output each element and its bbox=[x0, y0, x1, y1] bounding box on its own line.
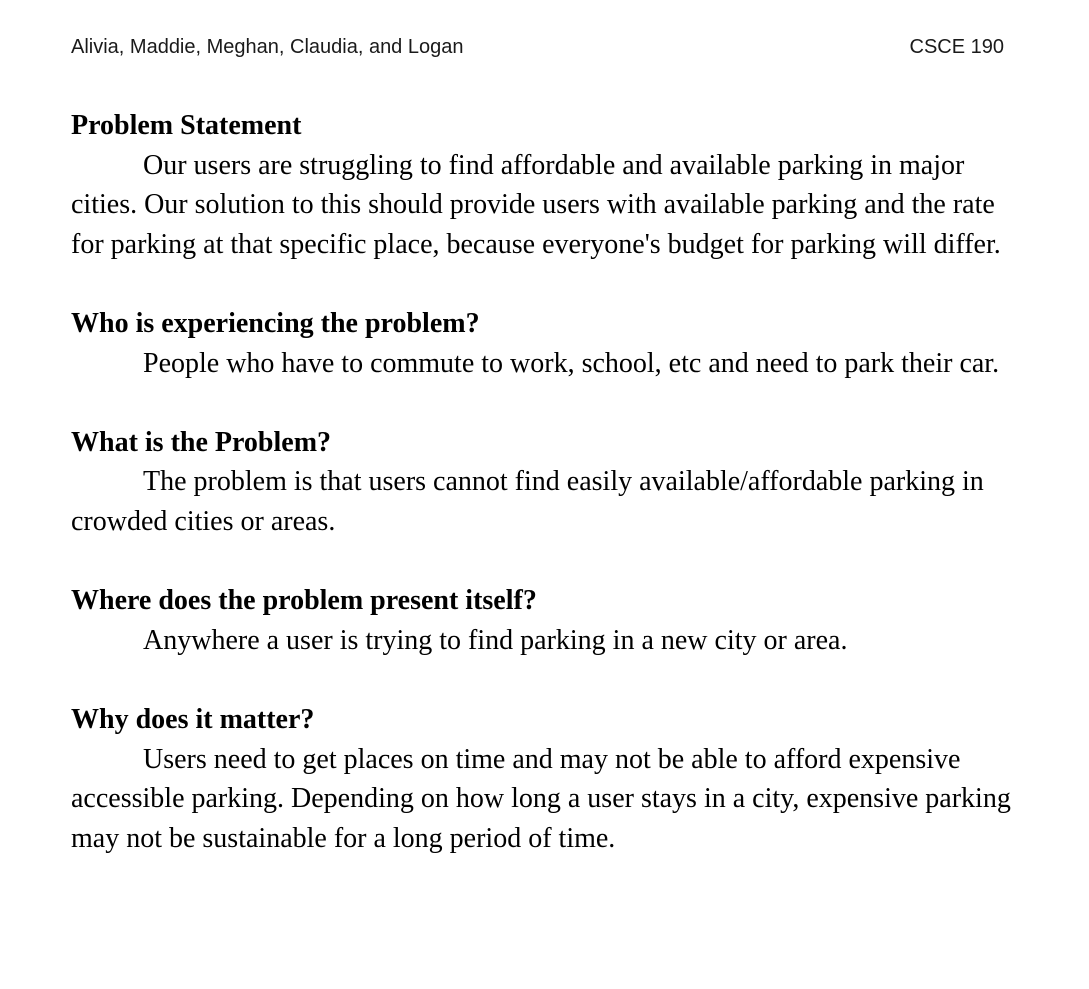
section-paragraph: The problem is that users cannot find easily available/affordable parking in crowded cities or areas. bbox=[71, 466, 984, 537]
section-paragraph: Users need to get places on time and may not be able to afford expensive accessible parking. Depending on how long a user stays in a city, expensive parking may not be sustainable for a long period of time. bbox=[71, 743, 1011, 854]
course-code: CSCE 190 bbox=[909, 36, 1004, 58]
section-why-does-it-matter bbox=[71, 700, 1031, 858]
section-heading: What is the Problem? bbox=[71, 426, 332, 458]
document-body bbox=[71, 106, 1031, 898]
section-what-is-the-problem bbox=[71, 423, 1031, 542]
section-heading: Who is experiencing the problem? bbox=[71, 307, 480, 339]
section-who-is-experiencing bbox=[71, 304, 1031, 383]
page-header bbox=[71, 36, 1004, 62]
section-paragraph: Our users are struggling to find affordable and available parking in major cities. Our solution to this should provide users with available parking and the rate for parking at that specific place, because everyone's budget for parking will differ. bbox=[71, 149, 1001, 260]
section-heading: Where does the problem present itself? bbox=[71, 585, 537, 617]
section-paragraph: Anywhere a user is trying to find parking in a new city or area. bbox=[143, 624, 848, 656]
section-problem-statement bbox=[71, 106, 1031, 264]
section-heading: Problem Statement bbox=[71, 110, 302, 141]
section-paragraph: People who have to commute to work, school, etc and need to park their car. bbox=[143, 347, 1000, 379]
section-where-does-it-present bbox=[71, 581, 1031, 660]
section-heading: Why does it matter? bbox=[71, 703, 315, 735]
authors-text: Alivia, Maddie, Meghan, Claudia, and Logan bbox=[71, 36, 464, 58]
